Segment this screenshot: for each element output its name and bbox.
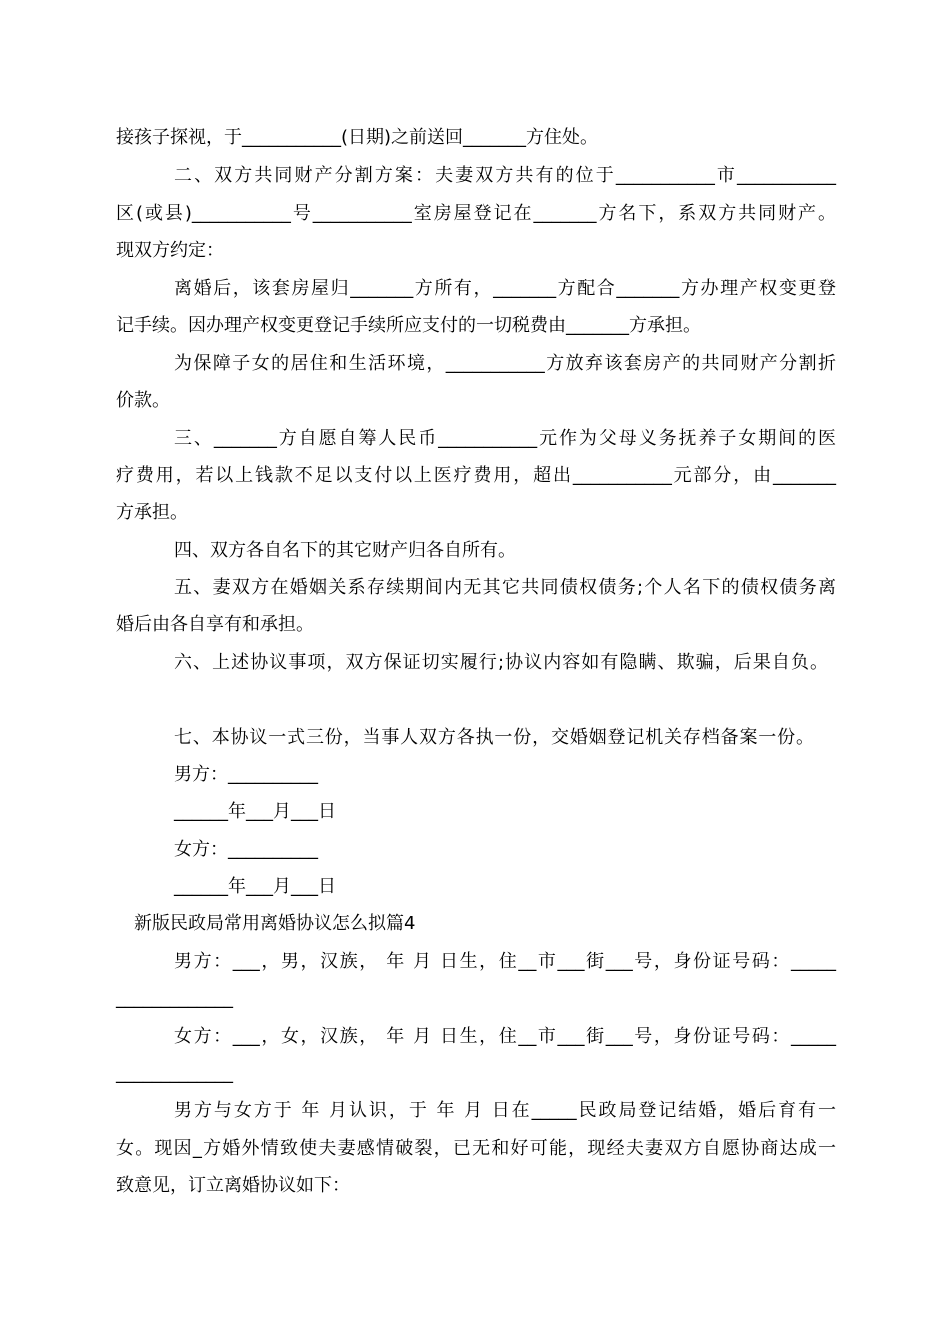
signature-date: ______年___月___日 bbox=[174, 876, 336, 897]
text-line: _____________ bbox=[116, 988, 233, 1009]
text-line: 疗费用，若以上钱款不足以支付以上医疗费用，超出___________元部分，由_______ bbox=[116, 465, 836, 486]
signature-date: ______年___月___日 bbox=[174, 801, 336, 822]
text-line: 接孩子探视，于___________(日期)之前送回_______方住处。 bbox=[116, 127, 599, 148]
text-line: 离婚后，该套房屋归_______方所有，_______方配合_______方办理产权变更登 bbox=[174, 278, 836, 299]
text-line: 二、双方共同财产分割方案：夫妻双方共有的位于___________市___________ bbox=[174, 165, 836, 186]
text-line: 价款。 bbox=[116, 390, 170, 411]
signature-female: 女方：__________ bbox=[174, 839, 318, 860]
text-line: 区(或县)___________号___________室房屋登记在_______方名下，系双方共同财产。 bbox=[116, 203, 836, 224]
text-line: _____________ bbox=[116, 1063, 233, 1084]
text-line: 女。现因_方婚外情致使夫妻感情破裂，已无和好可能，现经夫妻双方自愿协商达成一 bbox=[116, 1138, 836, 1159]
text-line: 六、上述协议事项，双方保证切实履行;协议内容如有隐瞒、欺骗，后果自负。 bbox=[174, 652, 828, 673]
text-line: 致意见，订立离婚协议如下： bbox=[116, 1175, 350, 1196]
text-line: 现双方约定： bbox=[116, 240, 224, 261]
text-line: 为保障子女的居住和生活环境，___________方放弃该套房产的共同财产分割折 bbox=[174, 353, 836, 374]
text-line: 四、双方各自名下的其它财产归各自所有。 bbox=[174, 540, 516, 561]
text-line: 男方：___，男，汉族， 年 月 日生，住__市___街___号，身份证号码：_____ bbox=[174, 951, 836, 972]
signature-male: 男方：__________ bbox=[174, 764, 318, 785]
text-line: 婚后由各自享有和承担。 bbox=[116, 614, 314, 635]
text-line: 方承担。 bbox=[116, 502, 188, 523]
text-line: 三、_______方自愿自筹人民币___________元作为父母义务抚养子女期间的医 bbox=[174, 428, 836, 449]
section-title: 新版民政局常用离婚协议怎么拟篇4 bbox=[134, 913, 416, 934]
text-line: 记手续。因办理产权变更登记手续所应支付的一切税费由_______方承担。 bbox=[116, 315, 701, 336]
text-line: 女方：___，女，汉族， 年 月 日生，住__市___街___号，身份证号码：_____ bbox=[174, 1026, 836, 1047]
text-line: 七、本协议一式三份，当事人双方各执一份，交婚姻登记机关存档备案一份。 bbox=[174, 727, 814, 748]
text-line: 五、妻双方在婚姻关系存续期间内无其它共同债权债务;个人名下的债权债务离 bbox=[174, 577, 836, 598]
text-line: 男方与女方于 年 月认识，于 年 月 日在_____民政局登记结婚，婚后育有一 bbox=[174, 1100, 836, 1121]
